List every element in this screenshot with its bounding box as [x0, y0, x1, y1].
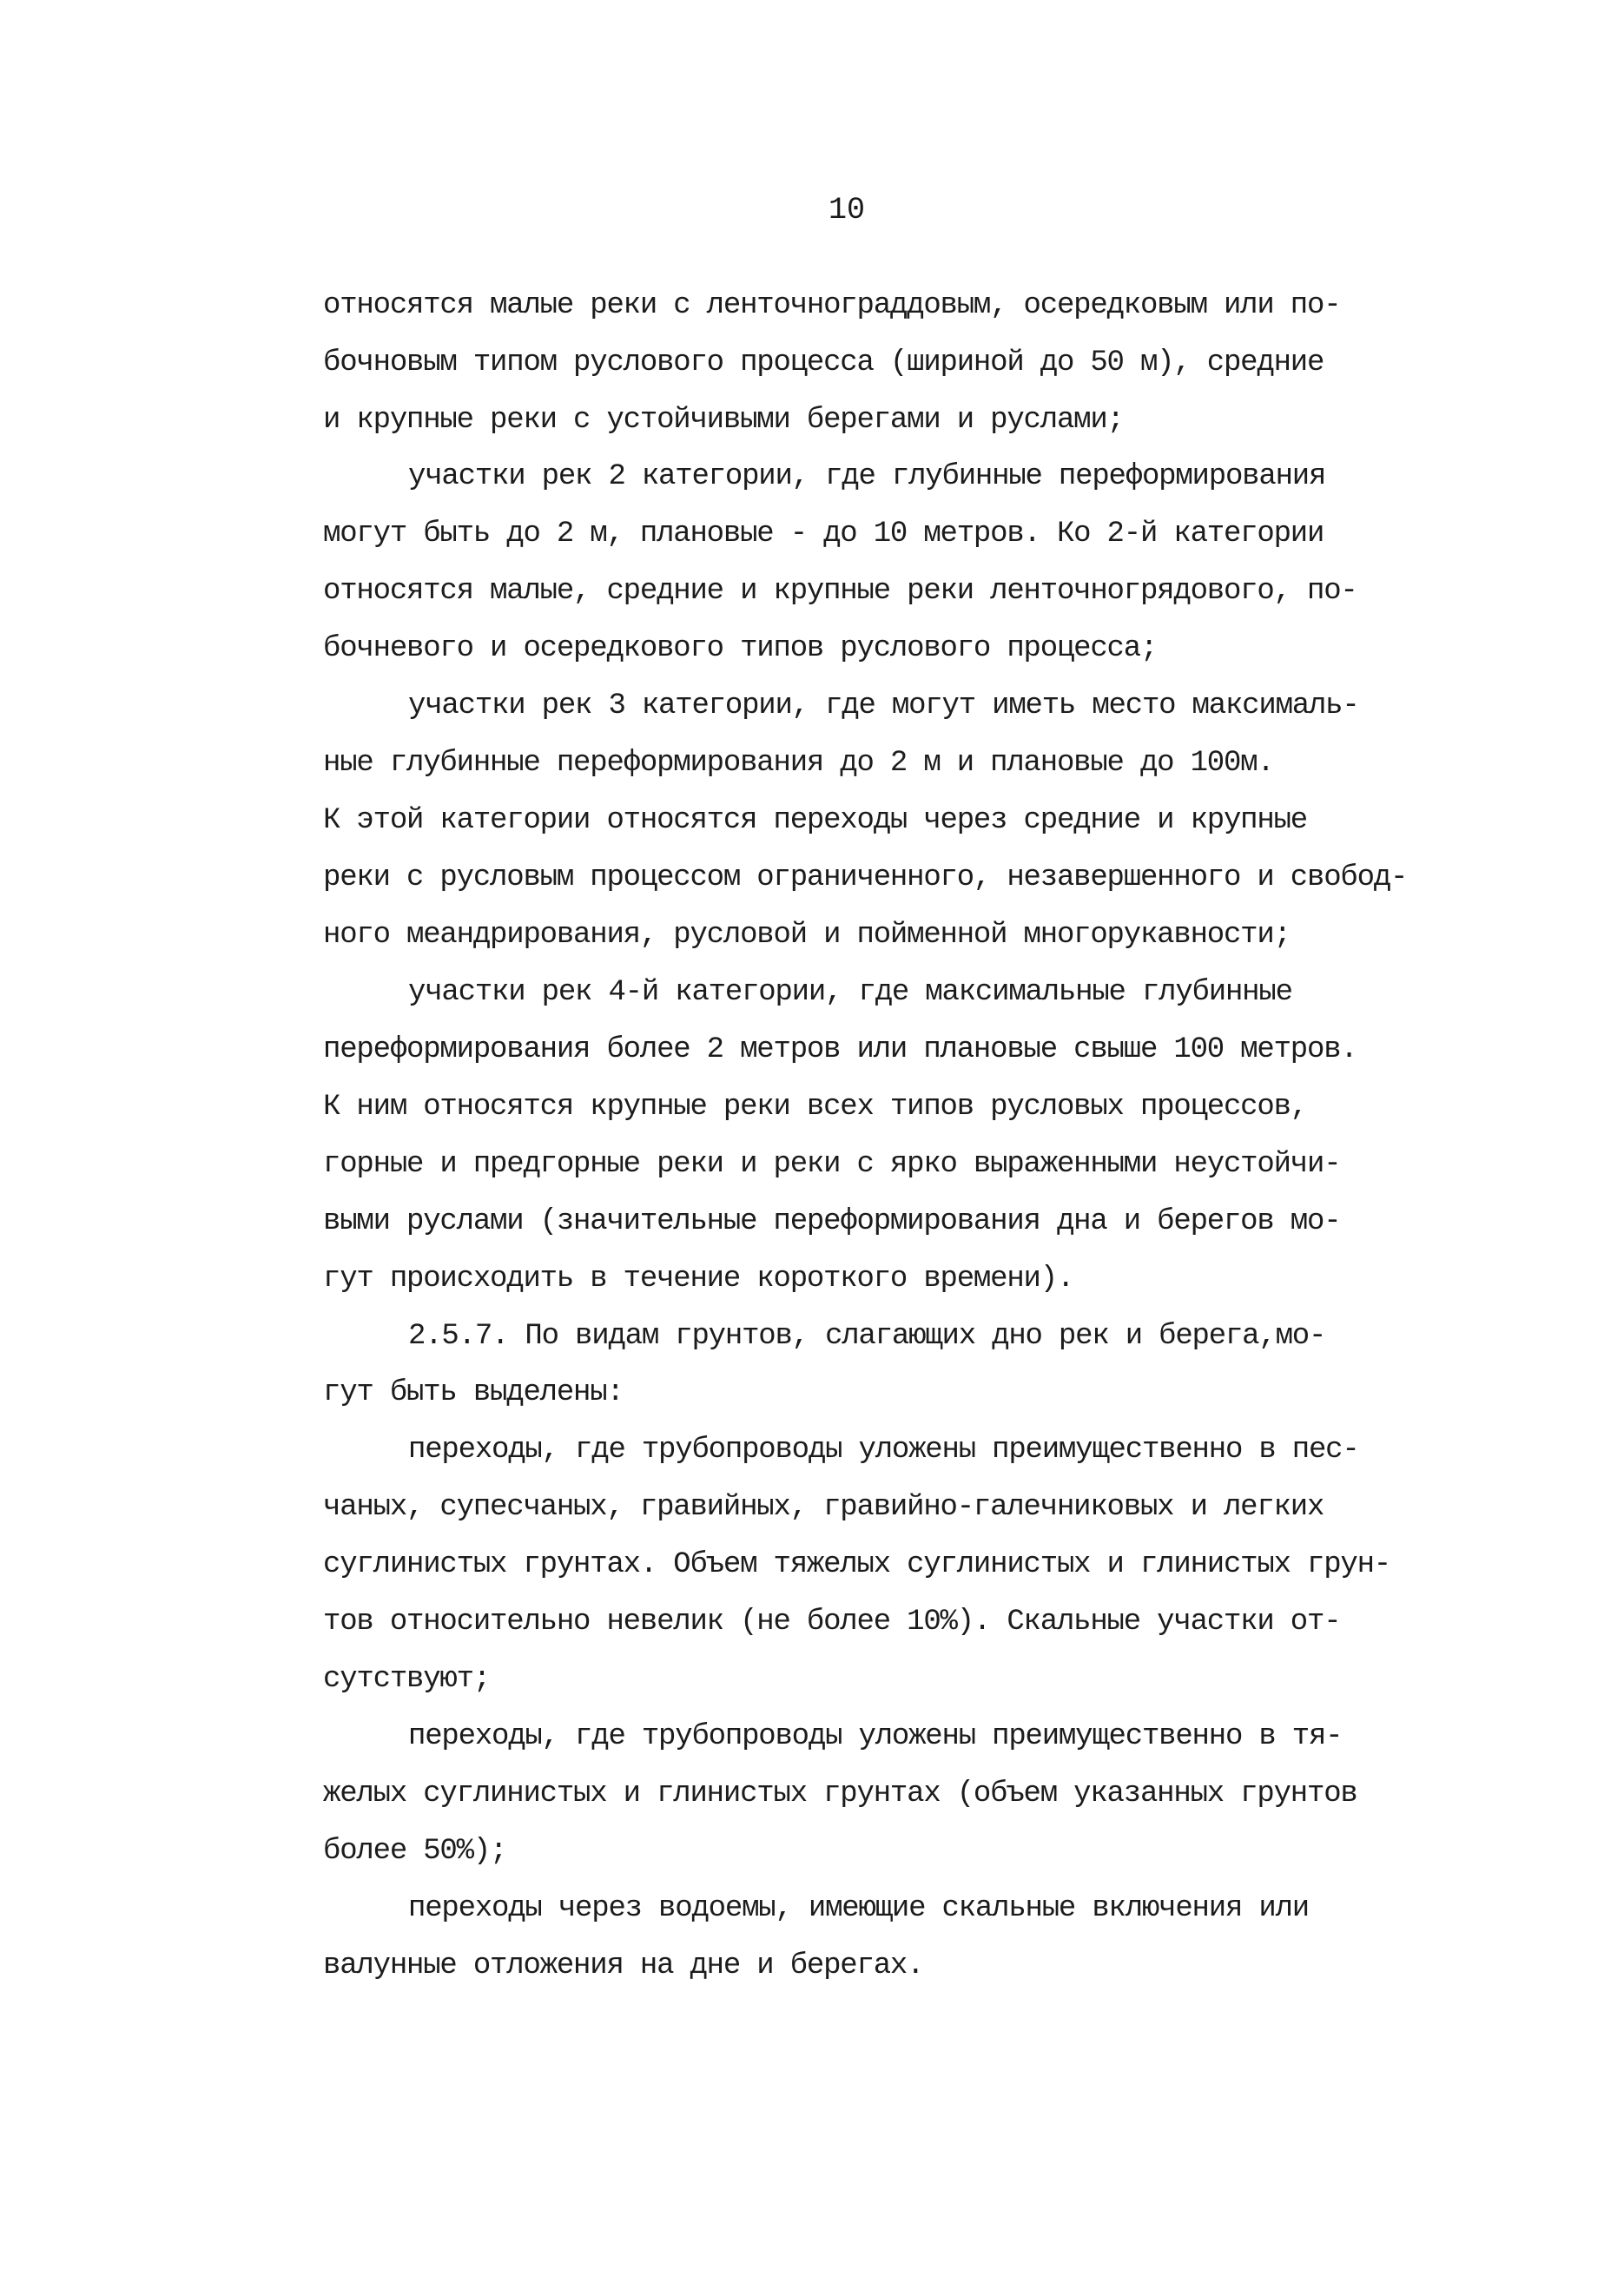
text-line: и крупные реки с устойчивыми берегами и руслами; — [323, 404, 1124, 437]
text-line: ного меандрирования, русловой и пойменной многорукавности; — [323, 919, 1291, 952]
text-line: горные и предгорные реки и реки с ярко выраженными неустойчи- — [323, 1148, 1341, 1181]
text-line: относятся малые реки с ленточнограддовым, осередковым или по- — [323, 289, 1341, 322]
text-line: желых суглинистых и глинистых грунтах (объем указанных грунтов — [323, 1778, 1357, 1811]
text-line: тов относительно невелик (не более 10%). Скальные участки от- — [323, 1606, 1341, 1639]
text-line: чаных, супесчаных, гравийных, гравийно-галечниковых и легких — [323, 1491, 1324, 1524]
text-line: выми руслами (значительные переформирования дна и берегов мо- — [323, 1205, 1341, 1238]
text-line: гут происходить в течение короткого времени). — [323, 1263, 1074, 1296]
text-line: участки рек 4-й категории, где максимальные глубинные — [408, 976, 1292, 1009]
text-line: ные глубинные переформирования до 2 м и плановые до 100м. — [323, 747, 1274, 780]
text-line: бочновым типом руслового процесса (шириной до 50 м), средние — [323, 346, 1324, 379]
text-line: валунные отложения на дне и берегах. — [323, 1949, 924, 1982]
text-line: реки с русловым процессом ограниченного, незавершенного и свобод- — [323, 861, 1408, 894]
text-line: сутствуют; — [323, 1663, 491, 1696]
text-line: более 50%); — [323, 1835, 507, 1868]
text-line: К ним относятся крупные реки всех типов русловых процессов, — [323, 1091, 1307, 1124]
text-line: переходы, где трубопроводы уложены преимущественно в пес- — [408, 1434, 1359, 1467]
text-line: участки рек 3 категории, где могут иметь место максималь- — [408, 689, 1359, 722]
text-line: 2.5.7. По видам грунтов, слагающих дно рек и берега,мо- — [408, 1320, 1326, 1353]
text-line: участки рек 2 категории, где глубинные переформирования — [408, 460, 1326, 493]
text-line: переходы через водоемы, имеющие скальные включения или — [408, 1892, 1309, 1925]
text-line: К этой категории относятся переходы через средние и крупные — [323, 804, 1307, 837]
text-line: бочневого и осередкового типов руслового процесса; — [323, 632, 1158, 665]
text-line: суглинистых грунтах. Объем тяжелых суглинистых и глинистых грун- — [323, 1548, 1391, 1581]
text-line: переформирования более 2 метров или плановые свыше 100 метров. — [323, 1033, 1357, 1066]
text-line: могут быть до 2 м, плановые - до 10 метров. Ко 2-й категории — [323, 518, 1324, 551]
text-line: переходы, где трубопроводы уложены преимущественно в тя- — [408, 1720, 1343, 1753]
text-line: относятся малые, средние и крупные реки ленточногрядового, по- — [323, 575, 1357, 608]
text-line: гут быть выделены: — [323, 1376, 624, 1409]
page-number: 10 — [828, 193, 865, 228]
